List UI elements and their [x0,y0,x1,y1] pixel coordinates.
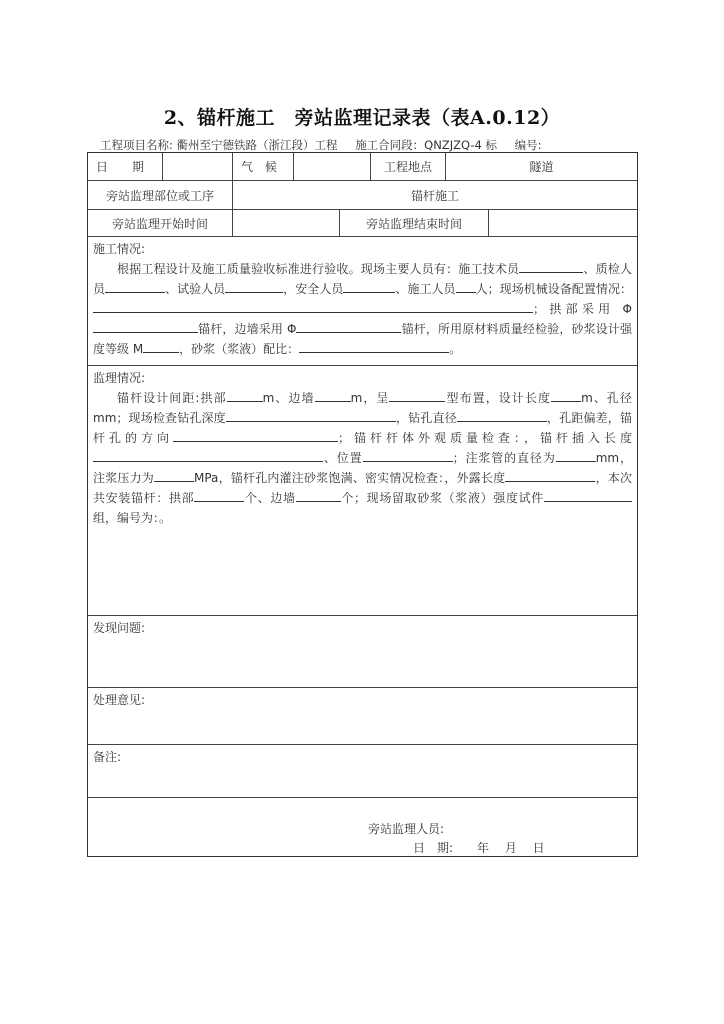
layout-type-blank[interactable] [389,388,445,402]
mix-ratio-blank[interactable] [299,339,449,353]
wall-count-blank[interactable] [296,488,341,502]
workers-blank[interactable] [456,279,476,293]
problems-heading: 发现问题: [93,621,146,635]
weather-field[interactable] [294,153,371,180]
date-label: 日 期 [88,153,163,180]
hole-diameter-blank[interactable] [457,408,547,422]
part-label: 旁站监理部位或工序 [88,181,233,209]
number-label: 编号: [514,138,542,152]
location-field[interactable]: 隧道 [529,160,554,174]
supervision-paragraph: 锚杆设计间距:拱部 m、边墙 m，呈 型布置，设计长度 m、孔径mm；现场检查钻孔深度 ，钻孔直径 ，孔距偏差，锚杆孔的方向 ；锚杆杆体外观质量检查：，锚杆插入长度、位置 ；注浆管的直径为 mm，注浆压力为 MPa，锚杆孔内灌注砂浆饱满、密实情况检查：，外露长度 ，本次共安装锚杆：拱部 个、边墙 个；现场留取砂浆（浆液）强度试件组，编号为：。 [93,388,632,528]
supervision-section [88,366,637,616]
test-staff-blank[interactable] [225,279,283,293]
hole-depth-blank[interactable] [226,408,396,422]
safety-staff-blank[interactable] [343,279,395,293]
location-label: 工程地点 [371,153,446,180]
insert-length-blank[interactable] [93,448,323,462]
start-time-label: 旁站监理开始时间 [88,210,233,236]
arch-count-blank[interactable] [194,488,244,502]
end-time-field[interactable] [489,210,637,236]
handling-section[interactable] [88,688,637,745]
supervisor-label: 旁站监理人员: [368,822,445,836]
signature-section [88,798,637,856]
hole-direction-blank[interactable] [173,428,338,442]
grout-pressure-blank[interactable] [154,468,194,482]
qc-staff-blank[interactable] [105,279,165,293]
wall-spacing-blank[interactable] [315,388,351,402]
part-field[interactable]: 锚杆施工 [410,188,459,203]
construction-section [88,237,637,366]
document-title: 2、锚杆施工 旁站监理记录表（表A.0.12） [163,107,561,129]
specimen-groups-blank[interactable] [544,488,632,502]
equipment-blank[interactable] [93,299,533,313]
date-field[interactable] [163,153,233,180]
mortar-grade-blank[interactable] [143,339,179,353]
construction-heading: 施工情况: [93,242,146,256]
design-length-blank[interactable] [551,388,581,402]
row-part [88,181,637,210]
project-name: 工程项目名称: 衢州至宁德铁路（浙江段）工程 [100,138,338,152]
signature-date-label: 日 期: 年 月 日 [413,841,545,855]
arch-spacing-blank[interactable] [227,388,263,402]
contract-section: 施工合同段：QNZJZQ-4 标 [355,138,497,152]
start-time-field[interactable] [233,210,340,236]
remarks-section[interactable] [88,745,637,798]
remarks-heading: 备注: [93,750,122,764]
row-time [88,210,637,237]
document-meta [100,137,556,153]
wall-bolt-dia-blank[interactable] [296,319,401,333]
end-time-label: 旁站监理结束时间 [340,210,489,236]
exposed-length-blank[interactable] [505,468,595,482]
position-blank[interactable] [363,448,453,462]
tech-staff-blank[interactable] [519,259,583,273]
pipe-diameter-blank[interactable] [556,448,596,462]
construction-paragraph: 根据工程设计及施工质量验收标准进行验收。现场主要人员有：施工技术员 、质检人员 、试验人员 ，安全人员 、施工人员 人；现场机械设备配置情况：；拱部采用 Φ锚杆，边墙采用 Φ 锚杆，所用原材料质量经检验，砂浆设计强度等级 M ，砂浆（浆液）配比： 。 [93,259,632,359]
row-date-weather-location [88,153,637,181]
handling-heading: 处理意见: [93,693,146,707]
supervision-heading: 监理情况: [93,371,146,385]
arch-bolt-dia-blank[interactable] [93,319,198,333]
weather-label: 气 候 [233,153,294,180]
problems-section[interactable] [88,616,637,688]
record-table [87,152,638,857]
